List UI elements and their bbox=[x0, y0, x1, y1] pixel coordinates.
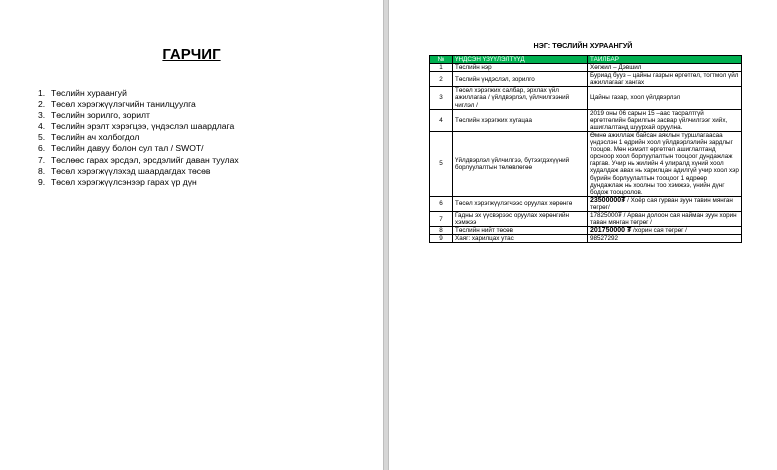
header-desc: ТАЙЛБАР bbox=[588, 56, 742, 64]
row-desc: 17825000₮ / Арван долоон сая найман зуун хорин таван мянган төгрөг / bbox=[588, 211, 742, 226]
table-row bbox=[430, 131, 742, 196]
amount-value: 23500000₮ bbox=[590, 196, 626, 204]
row-num: 5 bbox=[430, 131, 453, 196]
row-num: 7 bbox=[430, 211, 453, 226]
toc-item bbox=[38, 110, 239, 121]
table-row bbox=[430, 227, 742, 235]
toc-item-text: Төслийн давуу болон сул тал / SWOT/ bbox=[51, 143, 204, 154]
toc-item-text: Төслөөс гарах эрсдэл, эрсдэлийг даван туулах bbox=[51, 154, 239, 165]
amount-words: / Хоёр сая гурван зуун тавин мянган төгрөг/ bbox=[590, 196, 733, 211]
row-desc: Хөгжил – Дэвшил bbox=[588, 64, 742, 72]
toc-item-number: 1. bbox=[38, 88, 46, 98]
toc-item bbox=[38, 143, 239, 154]
row-num: 4 bbox=[430, 109, 453, 131]
row-desc: Цайны газар, хоол үйлдвэрлэл bbox=[588, 87, 742, 109]
toc-item bbox=[38, 166, 239, 177]
row-num: 6 bbox=[430, 196, 453, 211]
toc-item bbox=[38, 177, 239, 188]
toc-item-number: 4. bbox=[38, 121, 46, 132]
row-num: 9 bbox=[430, 235, 453, 243]
table-row bbox=[430, 64, 742, 72]
row-num: 3 bbox=[430, 87, 453, 109]
table-row bbox=[430, 109, 742, 131]
toc-item-number: 5. bbox=[38, 132, 46, 143]
toc-item bbox=[38, 155, 239, 166]
toc-item-number: 7. bbox=[38, 154, 46, 165]
row-desc bbox=[588, 227, 742, 235]
row-num: 2 bbox=[430, 72, 453, 87]
toc-item-text: Төсөл хэрэгжүүлсэнээр гарах үр дүн bbox=[51, 176, 197, 187]
row-num: 8 bbox=[430, 227, 453, 235]
header-num: № bbox=[430, 56, 453, 64]
toc-item bbox=[38, 121, 239, 132]
document-page-right bbox=[389, 0, 777, 470]
toc-item-text: Төслийн ач холбогдол bbox=[51, 132, 140, 143]
table-row bbox=[430, 235, 742, 243]
table-header-row bbox=[430, 56, 742, 64]
summary-title: НЭГ: ТӨСЛИЙН ХУРААНГУЙ bbox=[533, 41, 633, 50]
row-desc: 2019 оны 06 сарын 15 –аас тасралтгүй өргөтгөлийн барилгын засвар үйлчилгээг хийх, ашиглалтанд шуурхай оруулна. bbox=[588, 109, 742, 131]
toc-item bbox=[38, 99, 239, 110]
row-field: Үйлдвэрлэл үйлчилгээ, бүтээгдэхүүний борлуулалтын төлөвлөгөө bbox=[453, 131, 588, 196]
row-field: Төслийн үндэслэл, зорилго bbox=[453, 72, 588, 87]
row-num: 1 bbox=[430, 64, 453, 72]
toc-item-text: Төсөл хэрэгжүүлэгчийн танилцуулга bbox=[51, 99, 196, 110]
toc-item-number: 3. bbox=[38, 110, 46, 121]
document-page-left bbox=[0, 0, 383, 470]
row-desc: Буриад бууз – цайны газрын өргөтгөл, тогтмол үйл ажиллагааг хангах bbox=[588, 72, 742, 87]
row-desc bbox=[588, 196, 742, 211]
row-field: Төсөл хэрэгжүүлэгчээс оруулах хөрөнгө bbox=[453, 196, 588, 211]
toc-item-text: Төслийн эрэлт хэрэгцээ, үндэслэл шаардлага bbox=[51, 121, 235, 132]
toc-item bbox=[38, 132, 239, 143]
toc-item bbox=[38, 88, 239, 99]
toc-item-number: 6. bbox=[38, 143, 46, 154]
toc-list bbox=[38, 88, 239, 188]
row-field: Гадны эх үүсвэрээс оруулах хөрөнгийн хэмжээ bbox=[453, 211, 588, 226]
row-field: Хаяг: харилцах утас bbox=[453, 235, 588, 243]
row-field: Төслийн нэр bbox=[453, 64, 588, 72]
amount-words: /хорин сая төгрөг / bbox=[631, 227, 687, 235]
toc-item-text: Төслийн зорилго, зорилт bbox=[51, 110, 150, 121]
amount-value: 201750000 ₮ bbox=[590, 227, 632, 235]
row-field: Төслийн нийт төсөв bbox=[453, 227, 588, 235]
row-desc: 98527292 bbox=[588, 235, 742, 243]
row-desc: Өмнө ажиллаж байсан аяклын туршлагаасаа үндэслэн 1 өдрийн хоол үйлдвэрлэлийн зардлыг тооцов. Мөн нэмэлт өргөтгөл ашиглалтанд орсноор хоол борлуулалтын тооцоог дундажлаж гаргав. Учир нь жилийн 4 улиралд хүний хоол худалдаж авах нь харилцан адилгүй учир хоол хэр бүрийн борлуулалтын тооцоог 1 өдрөөр дундажлаж нь хоолны тоо хэмжээ, үнийн дүнг бодож тооцоолов. bbox=[588, 131, 742, 196]
toc-title: ГАРЧИГ bbox=[162, 46, 221, 63]
table-row bbox=[430, 211, 742, 226]
row-field: Төсөл хэрэгжих салбар, эрхлах үйл ажиллагаа / үйлдвэрлэл, үйлчилгээний чиглэл / bbox=[453, 87, 588, 109]
toc-item-number: 2. bbox=[38, 99, 46, 110]
toc-item-text: Төсөл хэрэгжүүлэхэд шаардагдах төсөв bbox=[51, 165, 211, 176]
toc-item-text: Төслийн хураангуй bbox=[51, 88, 127, 98]
table-row bbox=[430, 87, 742, 109]
summary-table bbox=[429, 55, 742, 243]
row-field: Төслийн хэрэгжих хугацаа bbox=[453, 109, 588, 131]
table-row bbox=[430, 72, 742, 87]
toc-item-number: 9. bbox=[38, 176, 46, 187]
table-row bbox=[430, 196, 742, 211]
header-field: ҮНДСЭН ҮЗҮҮЛЭЛТҮҮД bbox=[453, 56, 588, 64]
toc-item-number: 8. bbox=[38, 165, 46, 176]
